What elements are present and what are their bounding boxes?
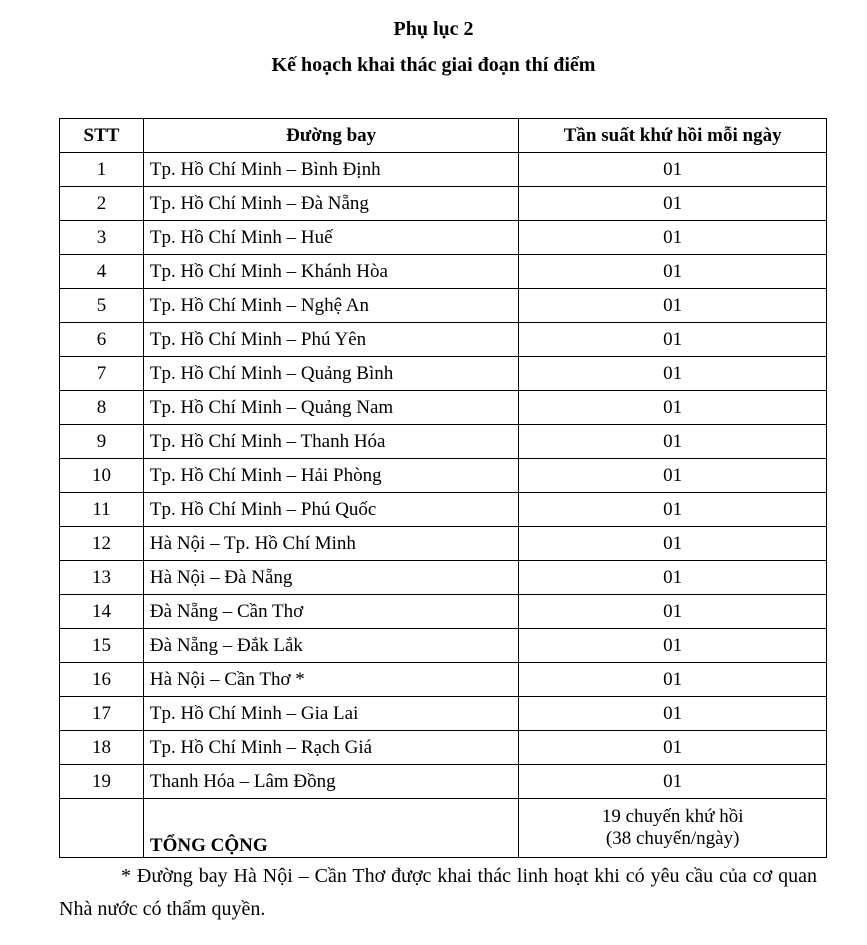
row-frequency: 01	[519, 221, 827, 255]
footnote-text: * Đường bay Hà Nội – Cần Thơ được khai thác linh hoạt khi có yêu cầu của cơ quan Nhà nước có thẩm quyền.	[59, 865, 817, 920]
row-stt: 17	[60, 697, 144, 731]
table-header-row	[60, 119, 827, 153]
table-row	[60, 425, 827, 459]
row-frequency: 01	[519, 459, 827, 493]
table-row	[60, 595, 827, 629]
row-route: Đà Nẵng – Cần Thơ	[143, 595, 518, 629]
row-frequency: 01	[519, 731, 827, 765]
total-row	[60, 799, 827, 858]
total-value	[519, 799, 827, 858]
row-frequency: 01	[519, 629, 827, 663]
row-route: Hà Nội – Cần Thơ *	[143, 663, 518, 697]
row-route: Tp. Hồ Chí Minh – Phú Yên	[143, 323, 518, 357]
row-stt: 11	[60, 493, 144, 527]
table-row	[60, 765, 827, 799]
row-frequency: 01	[519, 697, 827, 731]
total-label: TỔNG CỘNG	[143, 799, 518, 858]
table-row	[60, 153, 827, 187]
row-stt: 10	[60, 459, 144, 493]
table-row	[60, 731, 827, 765]
table-row	[60, 221, 827, 255]
table-row	[60, 697, 827, 731]
table-row	[60, 629, 827, 663]
table-row	[60, 527, 827, 561]
total-empty-cell	[60, 799, 144, 858]
row-stt: 9	[60, 425, 144, 459]
row-stt: 4	[60, 255, 144, 289]
appendix-title: Phụ lục 2	[393, 18, 474, 40]
row-frequency: 01	[519, 255, 827, 289]
row-route: Hà Nội – Đà Nẵng	[143, 561, 518, 595]
row-route: Tp. Hồ Chí Minh – Quảng Bình	[143, 357, 518, 391]
row-route: Tp. Hồ Chí Minh – Nghệ An	[143, 289, 518, 323]
row-route: Tp. Hồ Chí Minh – Đà Nẵng	[143, 187, 518, 221]
table-row	[60, 391, 827, 425]
row-route: Tp. Hồ Chí Minh – Phú Quốc	[143, 493, 518, 527]
row-route: Thanh Hóa – Lâm Đồng	[143, 765, 518, 799]
row-stt: 16	[60, 663, 144, 697]
row-stt: 13	[60, 561, 144, 595]
row-frequency: 01	[519, 425, 827, 459]
row-frequency: 01	[519, 493, 827, 527]
row-frequency: 01	[519, 527, 827, 561]
route-table	[59, 118, 827, 858]
row-frequency: 01	[519, 153, 827, 187]
footnote	[59, 860, 817, 926]
row-frequency: 01	[519, 391, 827, 425]
row-frequency: 01	[519, 187, 827, 221]
total-value-line2: (38 chuyến/ngày)	[605, 828, 740, 849]
table-row	[60, 561, 827, 595]
row-stt: 18	[60, 731, 144, 765]
row-route: Tp. Hồ Chí Minh – Quảng Nam	[143, 391, 518, 425]
row-route: Tp. Hồ Chí Minh – Hải Phòng	[143, 459, 518, 493]
row-frequency: 01	[519, 663, 827, 697]
row-frequency: 01	[519, 561, 827, 595]
row-frequency: 01	[519, 289, 827, 323]
row-stt: 6	[60, 323, 144, 357]
row-route: Tp. Hồ Chí Minh – Bình Định	[143, 153, 518, 187]
row-route: Tp. Hồ Chí Minh – Thanh Hóa	[143, 425, 518, 459]
table-row	[60, 357, 827, 391]
row-stt: 8	[60, 391, 144, 425]
row-stt: 2	[60, 187, 144, 221]
header-route: Đường bay	[143, 119, 518, 153]
row-frequency: 01	[519, 765, 827, 799]
row-route: Đà Nẵng – Đắk Lắk	[143, 629, 518, 663]
table-row	[60, 663, 827, 697]
row-frequency: 01	[519, 323, 827, 357]
row-route: Tp. Hồ Chí Minh – Khánh Hòa	[143, 255, 518, 289]
row-stt: 1	[60, 153, 144, 187]
row-stt: 5	[60, 289, 144, 323]
row-frequency: 01	[519, 595, 827, 629]
row-stt: 7	[60, 357, 144, 391]
row-frequency: 01	[519, 357, 827, 391]
header-frequency: Tần suất khứ hồi mỗi ngày	[519, 119, 827, 153]
row-stt: 19	[60, 765, 144, 799]
row-stt: 3	[60, 221, 144, 255]
row-stt: 12	[60, 527, 144, 561]
table-row	[60, 493, 827, 527]
table-row	[60, 323, 827, 357]
row-route: Tp. Hồ Chí Minh – Gia Lai	[143, 697, 518, 731]
header-stt: STT	[60, 119, 144, 153]
total-value-line1: 19 chuyến khứ hồi	[601, 806, 744, 827]
row-route: Hà Nội – Tp. Hồ Chí Minh	[143, 527, 518, 561]
row-stt: 15	[60, 629, 144, 663]
table-row	[60, 187, 827, 221]
table-row	[60, 459, 827, 493]
row-stt: 14	[60, 595, 144, 629]
table-row	[60, 255, 827, 289]
plan-subtitle: Kế hoạch khai thác giai đoạn thí điểm	[271, 54, 596, 76]
row-route: Tp. Hồ Chí Minh – Huế	[143, 221, 518, 255]
row-route: Tp. Hồ Chí Minh – Rạch Giá	[143, 731, 518, 765]
table-row	[60, 289, 827, 323]
